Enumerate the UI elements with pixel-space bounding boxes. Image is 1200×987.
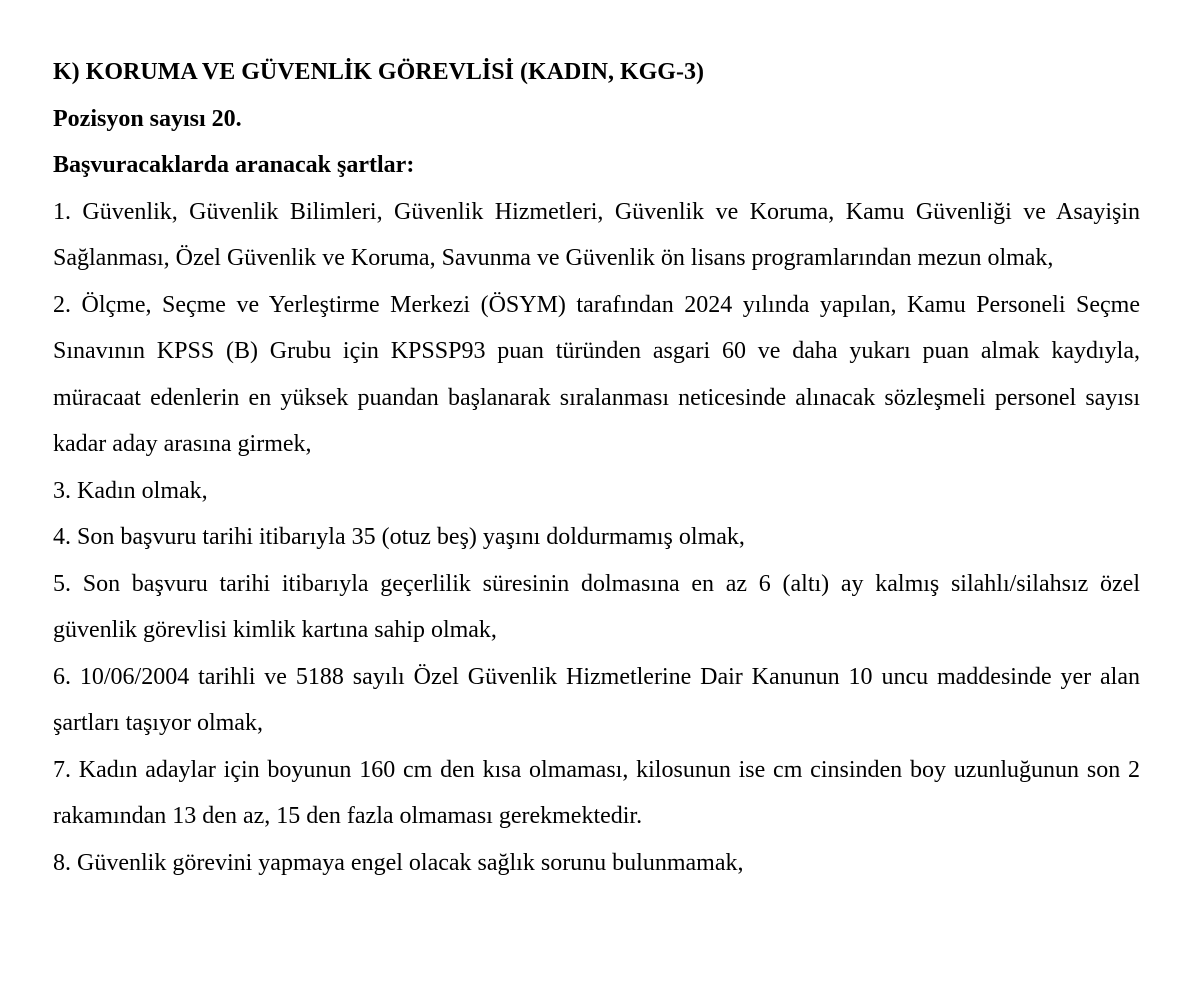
requirement-item-2: 2. Ölçme, Seçme ve Yerleştirme Merkezi (ÖSYM) tarafından 2024 yılında yapılan, Kamu Personeli Seçme Sınavının KPSS (B) Grubu için KPSSP93 puan türünden asgari 60 ve daha yukarı puan almak kaydıyla, müracaat edenlerin en yüksek puandan başlanarak sıralanması neticesinde alınacak sözleşmeli personel sayısı kadar aday arasına girmek,: [53, 291, 1140, 457]
section-title: K) KORUMA VE GÜVENLİK GÖREVLİSİ (KADIN, KGG-3): [53, 59, 704, 85]
requirement-item-5: 5. Son başvuru tarihi itibarıyla geçerlilik süresinin dolmasına en az 6 (altı) ay kalmış silahlı/silahsız özel güvenlik görevlisi kimlik kartına sahip olmak,: [53, 570, 1140, 643]
position-count: Pozisyon sayısı 20.: [53, 105, 242, 132]
requirement-item-4: 4. Son başvuru tarihi itibarıyla 35 (otuz beş) yaşını doldurmamış olmak,: [53, 524, 745, 550]
requirement-item-6: 6. 10/06/2004 tarihli ve 5188 sayılı Özel Güvenlik Hizmetlerine Dair Kanunun 10 uncu maddesinde yer alan şartları taşıyor olmak,: [53, 663, 1140, 736]
requirement-item-8: 8. Güvenlik görevini yapmaya engel olacak sağlık sorunu bulunmamak,: [53, 849, 744, 876]
document-page: [53, 49, 1140, 886]
requirements-heading: Başvuracaklarda aranacak şartlar:: [53, 152, 415, 178]
requirement-item-7: 7. Kadın adaylar için boyunun 160 cm den kısa olmaması, kilosunun ise cm cinsinden boy uzunluğunun son 2 rakamından 13 den az, 15 den fazla olmaması gerekmektedir.: [53, 756, 1140, 829]
requirement-item-1: 1. Güvenlik, Güvenlik Bilimleri, Güvenlik Hizmetleri, Güvenlik ve Koruma, Kamu Güvenliği ve Asayişin Sağlanması, Özel Güvenlik ve Koruma, Savunma ve Güvenlik ön lisans programlarından mezun olmak,: [53, 198, 1140, 271]
requirement-item-3: 3. Kadın olmak,: [53, 477, 208, 504]
